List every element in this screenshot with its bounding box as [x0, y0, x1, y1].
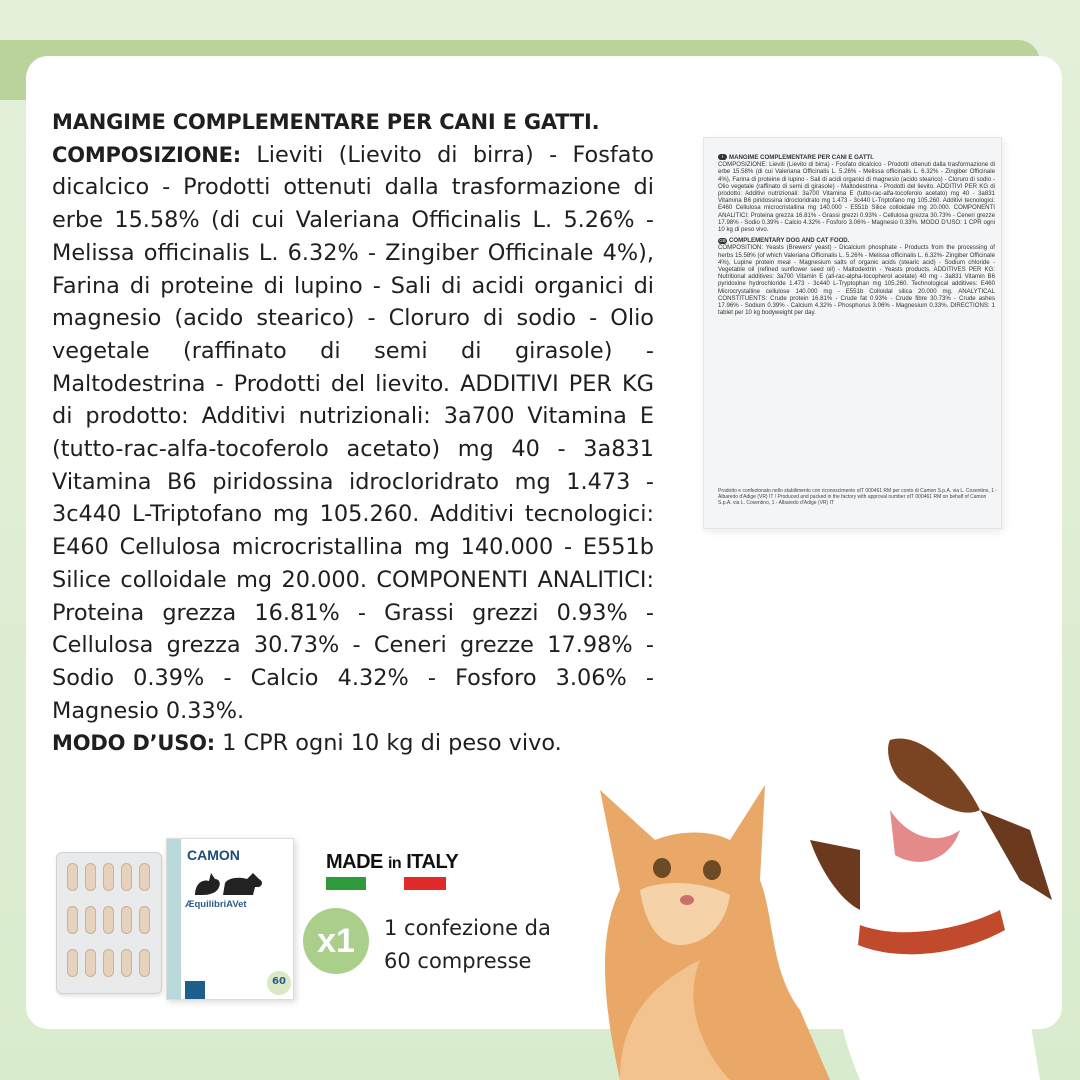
box-product-name: ÆquilibriAVet — [185, 899, 247, 910]
italy-text: ITALY — [406, 851, 459, 873]
dog-illustration — [810, 738, 1052, 1080]
tablet-icon — [139, 949, 150, 977]
tablet-icon — [67, 863, 78, 891]
composition-paragraph — [52, 139, 654, 728]
composition-text: Lieviti (Lievito di birra) - Fosfato dicalcico - Prodotti ottenuti dalla trasformazione di erbe 15.58% (di cui Valeriana Officinalis L. 5.26% - Melissa officinalis L. 6.32% - Zingiber Officinale 4%), Farina di proteine di lupino - Sali di acidi organici di magnesio (acido stearico) - Cloruro di sodio - Olio vegetale (raffinato di semi di girasole) - Maltodestrina - Prodotti del lievito. ADDITIVI PER KG di prodotto: Additivi nutrizionali: 3a700 Vitamina E (tutto-rac-alfa-tocoferolo acetato) mg 40 - 3a831 Vitamina B6 piridossina idrocloridrato mg 1.473 - 3c440 L-Triptofano mg 105.260. Additivi tecnologici: E460 Cellulosa microcristallina mg 140.000 - E551b Silice colloidale mg 20.000. COMPONENTI ANALITICI: Proteina grezza 16.81% - Grassi grezzi 0.93% - Cellulosa grezza 30.73% - Ceneri grezze 17.98% - Sodio 0.39% - Calcio 4.32% - Fosforo 3.06% - Magnesio 0.33%. — [52, 141, 654, 724]
in-text: in — [387, 855, 402, 872]
made-in-italy-logo — [326, 851, 458, 874]
label-gb-body: COMPOSITION: Yeasts (Brewers' yeast) - Dicalcium phosphate - Products from the processing of herbs 15.58% (of which Valeriana Officinalis L. 5.26% - Melissa officinalis L. 6.32%- Zingiber Officinale 4%), Lupine protein meal - Magnesium salts of organic acids (stearic acid) - Sodium chloride - Vegetable oil (refined sunflower seed oil) - Maltodextrin - Yeasts products. ADDITIVES PER KG: Nutritional additives: 3a700 Vitamin E (all-rac-alpha-tocopherol acetate) 40 mg - 3a831 Vitamin B6 pyridoxine hydrochloride 1.473 - 3c440 L-Tryptophan mg 105.260. Technological additives: E460 Microcrystalline cellulose 140.000 mg - E551b Colloidal silica 20.000 mg. ANALYTICAL CONSTITUENTS: Crude protein 16.81% - Crude fat 0.93% - Crude fibre 30.73% - Crude ashes 17.96% - Sodium 0.39% - Calcium 4.32% - Phosphorus 3.06% - Magnesium 0.33%. DIRECTIONS: 1 tablet per 10 kg bodyweight per day. — [718, 244, 995, 317]
heading: MANGIME COMPLEMENTARE PER CANI E GATTI. — [52, 110, 600, 134]
tablet-icon — [85, 863, 96, 891]
cat-dog-silhouette-icon — [189, 869, 269, 897]
tablet-icon — [103, 863, 114, 891]
flag-green-stripe — [326, 877, 366, 890]
box-corner-mark — [185, 981, 205, 999]
composition-label: COMPOSIZIONE: — [52, 142, 241, 167]
tablet-icon — [103, 949, 114, 977]
label-text — [718, 154, 995, 320]
box-count-badge: 60 — [267, 971, 291, 995]
tablet-icon — [103, 906, 114, 934]
label-footer: Prodotto e confezionato nello stabilimento con riconoscimento αIT 000461 RM per conto di Camon S.p.A. via L. Cosentino, 1 - Albaredo d'Adige (VR) IT / Produced and packed in the factory with approval number αIT 000461 RM on behalf of Camon S.p.A. via L. Cosentino, 1 - Albaredo d'Adige (VR) IT — [718, 488, 998, 506]
box-brand: CAMON — [187, 847, 240, 863]
flag-red-stripe — [404, 877, 446, 890]
composition-text-block — [52, 106, 654, 760]
tablet-icon — [121, 863, 132, 891]
tablet-icon — [121, 949, 132, 977]
pack-description — [384, 912, 551, 978]
tablet-icon — [139, 863, 150, 891]
tablet-icon — [67, 949, 78, 977]
quantity-badge: x1 — [303, 908, 369, 974]
gb-flag-icon: GB — [719, 237, 726, 243]
it-flag-icon: I — [718, 154, 727, 160]
tablet-icon — [139, 906, 150, 934]
cat-illustration — [600, 785, 830, 1080]
product-box-image — [166, 838, 294, 1000]
label-it-body: COMPOSIZIONE: Lieviti (Lievito di birra) - Fosfato dicalcico - Prodotti ottenuti dalla trasformazione di erbe 15.58% (di cui Valeriana Officinalis L. 5.26% - Melissa officinalis L. 6.32% - Zingiber Officinale 4%), Farina di proteine di lupino - Sali di acidi organici di magnesio (acido stearico) - Cloruro di sodio - Olio vegetale (raffinato di semi di girasole) - Maltodestrina - Prodotti del lievito. ADDITIVI PER KG di prodotto: Additivi nutrizionali: 3a700 Vitamina E (tutto-rac-alfa-tocoferolo acetato) mg 40 - 3a831 Vitamina B6 piridossina idrocloridrato mg 1.473 - 3c440 L-Triptofano mg 105.260. Additivi tecnologici: E460 Cellulosa microcristallina mg 140.000 - E551b Silice colloidale mg 20.000. COMPONENTI ANALITICI: Proteina grezza 16.81% - Grassi grezzi 0.93% - Cellulosa grezza 30.73% - Ceneri grezze 17.98% - Sodio 0.39% - Calcio 4.32% - Fosforo 3.06% - Magnesio 0.33%. MODO D’USO: 1 CPR ogni 10 kg di peso vivo. — [718, 161, 995, 234]
label-image — [703, 137, 1002, 529]
tablet-icon — [121, 906, 132, 934]
label-it-title: MANGIME COMPLEMENTARE PER CANI E GATTI. — [729, 154, 874, 161]
box-stripe — [167, 839, 181, 999]
label-gb-title: COMPLEMENTARY DOG AND CAT FOOD. — [729, 237, 850, 245]
pack-line-1: 1 confezione da — [384, 916, 551, 940]
made-text: MADE — [326, 851, 383, 873]
blister-pack-image — [56, 852, 162, 994]
tablet-icon — [67, 906, 78, 934]
usage-label: MODO D’USO: — [52, 731, 215, 756]
tablet-icon — [85, 906, 96, 934]
pack-line-2: 60 compresse — [384, 949, 532, 973]
cat-and-dog-photo — [560, 730, 1080, 1080]
tablet-icon — [85, 949, 96, 977]
usage-text: 1 CPR ogni 10 kg di peso vivo. — [214, 730, 562, 757]
